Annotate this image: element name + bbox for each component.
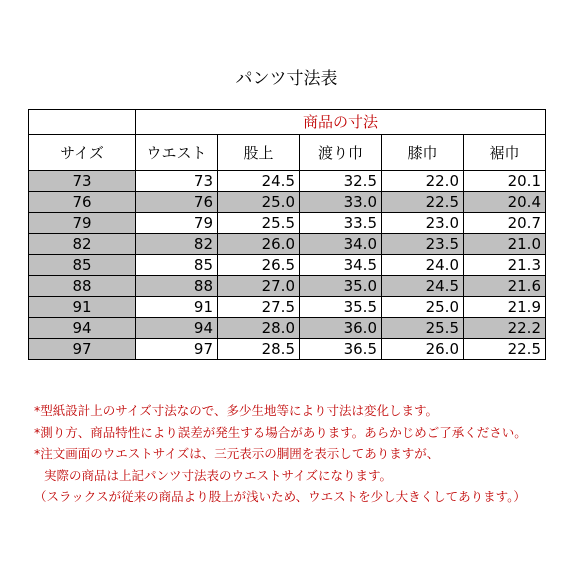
note-line: （スラックスが従来の商品より股上が浅いため、ウエストを少し大きくしてあります。）	[34, 489, 526, 504]
size-cell: 88	[29, 276, 136, 297]
knee-cell: 23.5	[382, 234, 464, 255]
hem-cell: 20.7	[464, 213, 546, 234]
waist-cell: 91	[136, 297, 218, 318]
rise-cell: 28.5	[218, 339, 300, 360]
knee-cell: 24.5	[382, 276, 464, 297]
column-header-knee: 膝巾	[382, 135, 464, 171]
knee-cell: 24.0	[382, 255, 464, 276]
thigh-cell: 36.0	[300, 318, 382, 339]
waist-cell: 76	[136, 192, 218, 213]
size-cell: 73	[29, 171, 136, 192]
size-cell: 91	[29, 297, 136, 318]
rise-cell: 26.0	[218, 234, 300, 255]
column-header-thigh: 渡り巾	[300, 135, 382, 171]
table-row	[29, 339, 546, 360]
table-row	[29, 255, 546, 276]
table-row	[29, 171, 546, 192]
product-dimensions-header: 商品の寸法	[136, 110, 546, 135]
knee-cell: 22.0	[382, 171, 464, 192]
note-line: 実際の商品は上記パンツ寸法表のウエストサイズになります。	[44, 467, 393, 483]
waist-cell: 88	[136, 276, 218, 297]
thigh-cell: 32.5	[300, 171, 382, 192]
knee-cell: 25.5	[382, 318, 464, 339]
hem-cell: 22.2	[464, 318, 546, 339]
rise-cell: 28.0	[218, 318, 300, 339]
waist-cell: 85	[136, 255, 218, 276]
knee-cell: 23.0	[382, 213, 464, 234]
column-header-hem: 裾巾	[464, 135, 546, 171]
rise-cell: 24.5	[218, 171, 300, 192]
table-row	[29, 276, 546, 297]
hem-cell: 21.9	[464, 297, 546, 318]
size-cell: 94	[29, 318, 136, 339]
size-cell: 76	[29, 192, 136, 213]
table-row	[29, 234, 546, 255]
waist-cell: 82	[136, 234, 218, 255]
rise-cell: 27.5	[218, 297, 300, 318]
rise-cell: 27.0	[218, 276, 300, 297]
knee-cell: 25.0	[382, 297, 464, 318]
note-line: *測り方、商品特性により誤差が発生する場合があります。あらかじめご了承ください。	[34, 424, 527, 440]
column-header-rise: 股上	[218, 135, 300, 171]
waist-cell: 79	[136, 213, 218, 234]
thigh-cell: 34.5	[300, 255, 382, 276]
thigh-cell: 36.5	[300, 339, 382, 360]
rise-cell: 26.5	[218, 255, 300, 276]
knee-cell: 22.5	[382, 192, 464, 213]
size-cell: 85	[29, 255, 136, 276]
hem-cell: 21.0	[464, 234, 546, 255]
page-title: パンツ寸法表	[235, 69, 338, 89]
table-row	[29, 213, 546, 234]
thigh-cell: 35.5	[300, 297, 382, 318]
waist-cell: 94	[136, 318, 218, 339]
hem-cell: 20.1	[464, 171, 546, 192]
hem-cell: 22.5	[464, 339, 546, 360]
size-cell: 79	[29, 213, 136, 234]
size-cell: 82	[29, 234, 136, 255]
column-header-waist: ウエスト	[136, 135, 218, 171]
table-row	[29, 318, 546, 339]
rise-cell: 25.0	[218, 192, 300, 213]
table-header-row-top	[29, 110, 546, 135]
blank-header-cell	[29, 110, 136, 135]
hem-cell: 20.4	[464, 192, 546, 213]
waist-cell: 73	[136, 171, 218, 192]
column-header-size: サイズ	[29, 135, 136, 171]
note-line: *型紙設計上のサイズ寸法なので、多少生地等により寸法は変化します。	[34, 403, 439, 418]
note-line: *注文画面のウエストサイズは、三元表示の胴囲を表示してありますが、	[34, 446, 440, 461]
thigh-cell: 35.0	[300, 276, 382, 297]
notes-block	[34, 400, 527, 508]
column-header-row	[29, 135, 546, 171]
size-table	[28, 109, 546, 360]
hem-cell: 21.3	[464, 255, 546, 276]
table-row	[29, 192, 546, 213]
table-row	[29, 297, 546, 318]
thigh-cell: 33.5	[300, 213, 382, 234]
waist-cell: 97	[136, 339, 218, 360]
thigh-cell: 34.0	[300, 234, 382, 255]
size-cell: 97	[29, 339, 136, 360]
rise-cell: 25.5	[218, 213, 300, 234]
thigh-cell: 33.0	[300, 192, 382, 213]
knee-cell: 26.0	[382, 339, 464, 360]
hem-cell: 21.6	[464, 276, 546, 297]
